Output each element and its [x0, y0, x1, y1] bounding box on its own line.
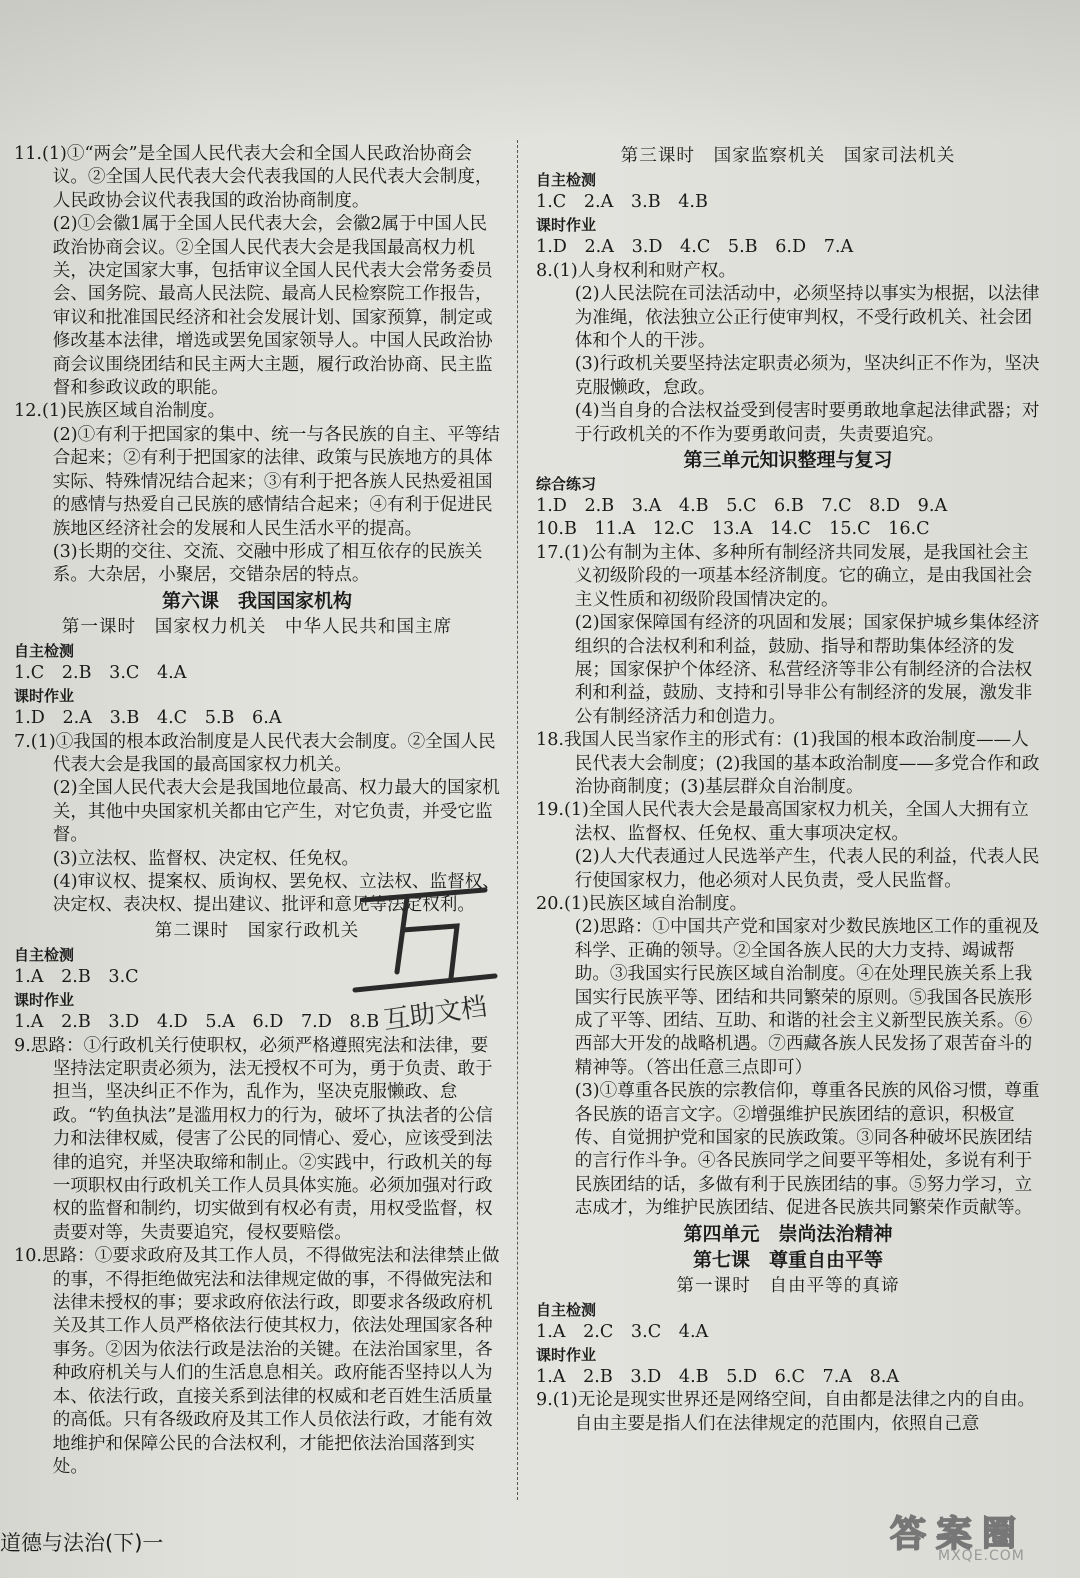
- section-label: 自主检测: [14, 641, 75, 660]
- numbered-answer: 18.我国人民当家作主的形式有：(1)我国的根本政治制度——人民代表大会制度；(2)我国的基本政治制度——多党合作和政治协商制度；(3)基层群众自治制度。: [536, 730, 1040, 797]
- lesson-heading: 第一课时 自由平等的真谛: [676, 1275, 900, 1296]
- column-divider: [517, 140, 518, 1500]
- answer-line: 1.A 2.C 3.C 4.A: [536, 1321, 709, 1342]
- numbered-answer: 8.(1)人身权利和财产权。: [536, 260, 737, 281]
- watermark-char-2: 案: [936, 1514, 973, 1555]
- numbered-answer: 7.(1)①我国的根本政治制度是人民代表大会制度。②全国人民代表大会是我国的最高国家权力机关。: [14, 731, 496, 775]
- answer-line: 1.D 2.A 3.D 4.C 5.B 6.D 7.A: [536, 237, 854, 258]
- handwritten-stamp: [345, 872, 525, 1032]
- answer-paragraph: (3)①尊重各民族的宗教信仰，尊重各民族的风俗习惯，尊重各民族的语言文字。②增强维护民族团结的意识，积极宣传、自觉拥护党和国家的民族政策。③同各种破坏民族团结的言行作斗争。④各民族同学之间要平等相处，多说有利于民族团结的话，多做有利于民族团结的事。⑤努力学习，立志成才，为维护民族团结、促进各民族共同繁荣作贡献等。: [574, 1081, 1040, 1219]
- watermark-char-1: 答: [890, 1514, 927, 1555]
- answer-paragraph: (2)人民法院在司法活动中，必须坚持以事实为根据，以法律为准绳，依法独立公正行使审判权，不受行政机关、社会团体和个人的干涉。: [574, 284, 1040, 352]
- answer-line: 1.C 2.B 3.C 4.A: [14, 662, 187, 683]
- answer-paragraph: (2)国家保障国有经济的巩固和发展；国家保护城乡集体经济组织的合法权利和利益，鼓励、指导和帮助集体经济的发展；国家保护个体经济、私营经济等非公有制经济的合法权利和利益，鼓励、支持和引导非公有制经济的发展，激发非公有制经济活力和创造力。: [574, 613, 1040, 727]
- numbered-answer: 9.(1)无论是现实世界还是网络空间，自由都是法律之内的自由。自由主要是指人们在法律规定的范围内，依照自己意: [536, 1390, 1036, 1434]
- svg-text:互助文档: 互助文档: [381, 991, 489, 1032]
- answer-paragraph: (3)立法权、监督权、决定权、任免权。: [52, 848, 360, 869]
- section-label: 课时作业: [536, 216, 597, 235]
- lesson-heading: 第一课时 国家权力机关 中华人民共和国主席: [61, 616, 453, 637]
- section-label: 课时作业: [14, 687, 75, 706]
- answer-paragraph: (4)当自身的合法权益受到侵害时要勇敢地拿起法律武器；对于行政机关的不作为要勇敢问责，失责要追究。: [574, 401, 1040, 445]
- numbered-answer: 10.思路：①要求政府及其工作人员，不得做宪法和法律禁止做的事，不得拒绝做宪法和法律规定做的事，不得做宪法和法律未授权的事；要求政府依法行政，即要求各级政府机关及其工作人员严格依法行使其权力，依法处理国家各种事务。②因为依法行政是法治的关键。在法治国家里，各种政府机关与人们的生活息息相关。政府能否坚持以人为本、依法行政，直接关系到法律的权威和老百姓生活质量的高低。只有各级政府及其工作人员依法行政，才能有效地维护和保障公民的合法权利，才能把依法治国落到实处。: [14, 1246, 500, 1477]
- lesson-heading: 第三课时 国家监察机关 国家司法机关: [620, 146, 956, 166]
- section-label: 课时作业: [14, 991, 75, 1010]
- section-heading: 第六课 我国国家机构: [161, 589, 352, 612]
- numbered-answer: 11.(1)①“两会”是全国人民代表大会和全国人民政治协商会议。②全国人民代表大会代表我国的人民代表大会制度，人民政协会议代表我国的政治协商制度。: [14, 144, 493, 211]
- footer-title: 道德与法治(下)一: [0, 1531, 164, 1555]
- site-watermark: [890, 1506, 1070, 1566]
- section-heading: 第三单元知识整理与复习: [683, 449, 893, 472]
- answer-paragraph: (2)①会徽1属于全国人民代表大会，会徽2属于中国人民政治协商会议。②全国人民代表大会是我国最高权力机关，决定国家大事，包括审议全国人民代表大会常务委员会、国务院、最高人民法院、最高人民检察院工作报告，审议和批准国民经济和社会发展计划、国家预算，制定或修改基本法律，增选或罢免国家领导人。中国人民政治协商会议围绕团结和民主两大主题，履行政治协商、民主监督和参政议政的职能。: [52, 214, 493, 399]
- section-label: 自主检测: [536, 1300, 597, 1319]
- answer-line: 1.A 2.B 3.D 4.D 5.A 6.D 7.D 8.B: [14, 1012, 380, 1033]
- numbered-answer: 9.思路：①行政机关行使职权，必须严格遵照宪法和法律，要坚持法定职责必须为，法无授权不可为，勇于负责、敢于担当，坚决纠正不作为，乱作为，坚决克服懒政、怠政。“钓鱼执法”是滥用权力的行为，破坏了执法者的公信力和法律权威，侵害了公民的同情心、爱心，应该受到法律的追究，并坚决取缔和制止。②实践中，行政机关的每一项职权由行政机关工作人员具体实施。必须加强对行政权的监督和制约，切实做到有权必有责，用权受监督，权责要对等，失责要追究，侵权要赔偿。: [14, 1035, 493, 1243]
- answer-paragraph: (2)思路：①中国共产党和国家对少数民族地区工作的重视及科学、正确的领导。②全国各族人民的大力支持、竭诚帮助。③我国实行民族区域自治制度。④在处理民族关系上我国实行民族平等、团结和共同繁荣的原则。⑤我国各民族形成了平等、团结、互助、和谐的社会主义新型民族关系。⑥西部大开发的战略机遇。⑦西藏各族人民发扬了艰苦奋斗的精神等。（答出任意三点即可）: [574, 917, 1040, 1078]
- answer-line: 1.D 2.B 3.A 4.B 5.C 6.B 7.C 8.D 9.A: [536, 496, 948, 517]
- watermark-url: MXQE.COM: [938, 1548, 1025, 1564]
- section-label: 课时作业: [536, 1346, 597, 1365]
- answer-paragraph: (3)行政机关要坚持法定职责必须为，坚决纠正不作为，坚决克服懒政，怠政。: [574, 354, 1040, 398]
- stamp-glyph-drawing: [345, 872, 525, 1032]
- scan-shadow: [0, 0, 1080, 140]
- section-label: 自主检测: [14, 945, 75, 964]
- section-label: 综合练习: [536, 475, 597, 494]
- answer-paragraph: (4)审议权、提案权、质询权、罢免权、立法权、监督权、决定权、表决权、提出建议、批评和意见等法定权利。: [52, 871, 500, 916]
- section-heading: 第七课 尊重自由平等: [692, 1248, 883, 1271]
- answer-line: 10.B 11.A 12.C 13.A 14.C 15.C 16.C: [536, 519, 930, 540]
- answer-paragraph: (2)①有利于把国家的集中、统一与各民族的自主、平等结合起来；②有利于把国家的法律、政策与民族地方的具体实际、特殊情况结合起来；③有利于把各族人民热爱祖国的感情与热爱自己民族的感情结合起来；④有利于促进民族地区经济社会的发展和人民生活水平的提高。: [52, 424, 500, 539]
- lesson-heading: 第二课时 国家行政机关: [154, 920, 360, 941]
- section-heading: 第四单元 崇尚法治精神: [683, 1222, 893, 1245]
- numbered-answer: 20.(1)民族区域自治制度。: [536, 893, 748, 914]
- answer-line: 1.C 2.A 3.B 4.B: [536, 192, 708, 212]
- left-column: [14, 143, 500, 1479]
- watermark-char-3: 圈: [982, 1514, 1016, 1554]
- right-column: [536, 143, 1040, 1436]
- section-label: 自主检测: [536, 171, 597, 189]
- answer-paragraph: (3)长期的交往、交流、交融中形成了相互依存的民族关系。大杂居，小聚居，交错杂居的特点。: [52, 541, 483, 586]
- numbered-answer: 17.(1)公有制为主体、多种所有制经济共同发展，是我国社会主义初级阶段的一项基本经济制度。它的确立，是由我国社会主义性质和初级阶段国情决定的。: [536, 542, 1033, 610]
- answer-line: 1.A 2.B 3.C: [14, 966, 139, 987]
- numbered-answer: 12.(1)民族区域自治制度。: [14, 401, 226, 422]
- numbered-answer: 19.(1)全国人民代表大会是最高国家权力机关，全国人大拥有立法权、监督权、任免权、重大事项决定权。: [536, 800, 1029, 844]
- answer-paragraph: (2)人大代表通过人民选举产生，代表人民的利益，代表人民行使国家权力，他必须对人民负责，受人民监督。: [574, 847, 1040, 891]
- answer-line: 1.A 2.B 3.D 4.B 5.D 6.C 7.A 8.A: [536, 1367, 900, 1388]
- answer-paragraph: (2)全国人民代表大会是我国地位最高、权力最大的国家机关，其他中央国家机关都由它产生，对它负责，并受它监督。: [52, 778, 500, 846]
- answer-line: 1.D 2.A 3.B 4.C 5.B 6.A: [14, 708, 282, 729]
